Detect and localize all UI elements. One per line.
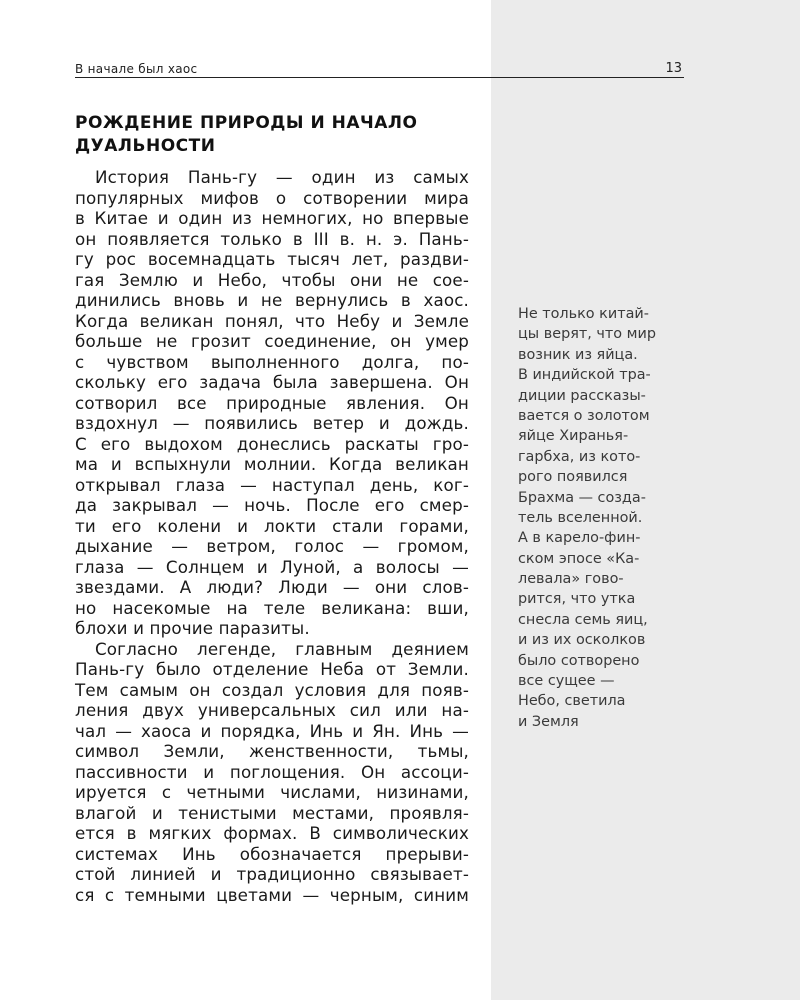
- body-line: популярных мифов о сотворении мира: [75, 187, 469, 208]
- sidebar-line: Не только китай-: [518, 306, 649, 322]
- sidebar-line: все сущее —: [518, 673, 615, 690]
- sidebar-line: гарбха, из кото-: [518, 448, 641, 465]
- page-number: 13: [665, 61, 682, 76]
- body-line: в Китае и один из немногих, но впервые: [75, 208, 469, 228]
- header-rule: [75, 77, 684, 78]
- sidebar-line: было сотворено: [518, 652, 640, 669]
- body-line: открывал глаза — наступал день, ког-: [75, 474, 469, 495]
- sidebar-line: тель вселенной.: [518, 509, 643, 526]
- body-line: ся с темными цветами — черным, синим: [75, 884, 469, 905]
- body-line: символ Земли, женственности, тьмы,: [75, 741, 469, 761]
- sidebar-line: яйце Хиранья-: [518, 428, 629, 445]
- sidebar-line: и из их осколков: [518, 632, 646, 649]
- body-line: ти его колени и локти стали горами,: [75, 515, 469, 536]
- body-line: но насекомые на теле великана: вши,: [75, 597, 469, 618]
- running-head-title: В начале был хаос: [75, 62, 198, 76]
- body-line: сотворил все природные явления. Он: [75, 392, 469, 413]
- sidebar-line: Небо, светила: [518, 693, 626, 710]
- sidebar-line: левала» гово-: [518, 571, 624, 588]
- body-line: влагой и тенистыми местами, проявля-: [75, 802, 469, 823]
- sidebar-line: А в карело-фин-: [518, 530, 641, 547]
- section-heading: [75, 112, 475, 158]
- body-line: системах Инь обозначается прерыви-: [75, 843, 469, 864]
- body-line: пассивности и поглощения. Он ассоци-: [75, 761, 469, 782]
- body-line: гу рос восемнадцать тысяч лет, раздви-: [75, 249, 469, 269]
- sidebar-line: рого появился: [518, 469, 628, 486]
- body-line: ма и вспыхнули молнии. Когда великан: [75, 454, 469, 474]
- body-line: стой линией и традиционно связывает-: [75, 864, 469, 884]
- section-heading-line: ДУАЛЬНОСТИ: [75, 136, 216, 156]
- body-text: [75, 167, 469, 905]
- sidebar-line: В индийской тра-: [518, 367, 651, 384]
- body-line: с чувством выполненного долга, по-: [75, 351, 469, 372]
- body-line: он появляется только в III в. н. э. Пань-: [75, 228, 469, 249]
- sidebar-line: возник из яйца.: [518, 346, 638, 363]
- sidebar-line: цы верят, что мир: [518, 326, 656, 343]
- sidebar-line: и Земля: [518, 713, 579, 730]
- section-heading-line: РОЖДЕНИЕ ПРИРОДЫ И НАЧАЛО: [75, 113, 418, 133]
- body-line: глаза — Солнцем и Луной, а волосы —: [75, 556, 469, 577]
- body-line: вздохнул — появились ветер и дождь.: [75, 413, 469, 433]
- body-line: Когда великан понял, что Небу и Земле: [75, 310, 469, 331]
- body-line: гая Землю и Небо, чтобы они не сое-: [75, 269, 469, 290]
- sidebar-line: Брахма — созда-: [518, 489, 646, 506]
- body-line: скольку его задача была завершена. Он: [75, 372, 469, 392]
- body-line: ления двух универсальных сил или на-: [75, 700, 469, 720]
- body-line: блохи и прочие паразиты.: [75, 618, 310, 638]
- sidebar-line: вается о золотом: [518, 407, 650, 424]
- body-line: динились вновь и не вернулись в хаос.: [75, 290, 469, 310]
- body-line: звездами. А люди? Люди — они слов-: [75, 577, 469, 597]
- body-line: С его выдохом донеслись раскаты гро-: [75, 433, 469, 454]
- body-line: чал — хаоса и порядка, Инь и Ян. Инь —: [75, 720, 469, 741]
- body-line: да закрывал — ночь. После его смер-: [75, 495, 469, 515]
- sidebar-line: диции рассказы-: [518, 387, 646, 404]
- body-line: Согласно легенде, главным деянием: [95, 638, 469, 659]
- body-line: дыхание — ветром, голос — громом,: [75, 536, 469, 556]
- sidebar-line: ском эпосе «Ка-: [518, 550, 640, 567]
- sidebar-line: снесла семь яиц,: [518, 611, 648, 628]
- body-line: Пань-гу было отделение Неба от Земли.: [75, 659, 469, 679]
- body-line: История Пань-гу — один из самых: [95, 167, 469, 187]
- body-line: ется в мягких формах. В символических: [75, 823, 469, 843]
- sidebar-note: [518, 304, 678, 732]
- sidebar-line: рится, что утка: [518, 591, 636, 608]
- body-line: больше не грозит соединение, он умер: [75, 331, 469, 351]
- body-line: ируется с четными числами, низинами,: [75, 782, 469, 802]
- body-line: Тем самым он создал условия для появ-: [75, 679, 469, 700]
- running-head: [75, 61, 684, 77]
